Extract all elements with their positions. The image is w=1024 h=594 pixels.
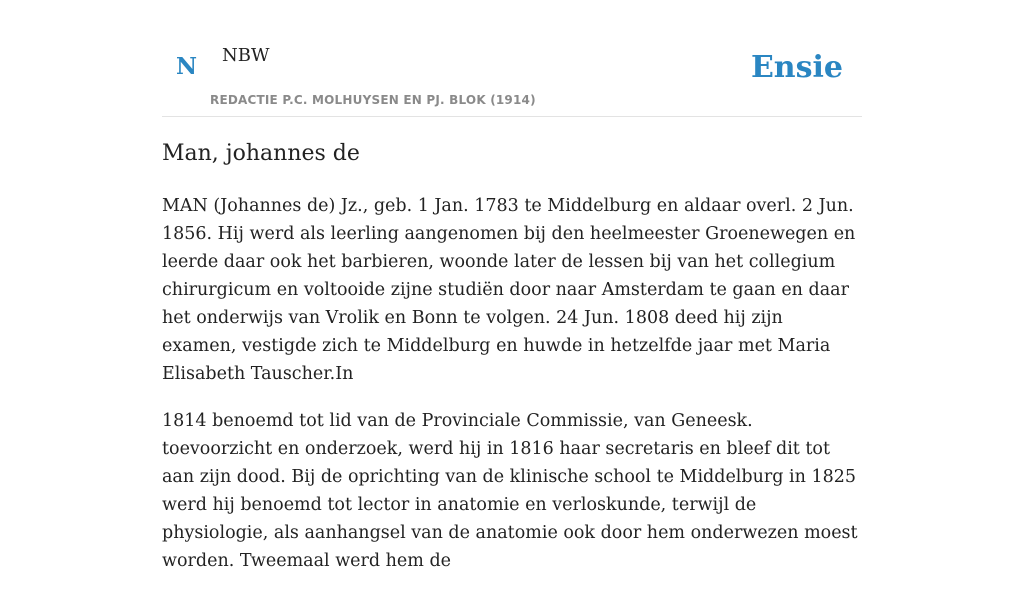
article-title: Man, johannes de	[162, 141, 360, 166]
source-logo[interactable]: N	[176, 53, 198, 80]
source-header	[162, 0, 862, 117]
article-paragraph: 1814 benoemd tot lid van de Provinciale Commissie, van Geneesk. toevoorzicht en onderzoek, werd hij in 1816 haar secretaris en bleef dit tot aan zijn dood. Bij de oprichting van de klinische school te Middelburg in 1825 werd hij benoemd tot lector in anatomie en verloskunde, terwijl de physiologie, als aanhangsel van de anatomie ook door hem onderwezen moest worden. Tweemaal werd hem de	[162, 411, 858, 571]
source-name[interactable]: NBW	[222, 45, 270, 66]
brand-logo[interactable]: Ensie	[750, 50, 843, 85]
article-paragraph: MAN (Johannes de) Jz., geb. 1 Jan. 1783 te Middelburg en aldaar overl. 2 Jun. 1856. Hij werd als leerling aangenomen bij den heelmeester Groenewegen en leerde daar ook het barbieren, woonde later de lessen bij van het collegium chirurgicum en voltooide zijne studiën door naar Amsterdam te gaan en daar het onderwijs van Vrolik en Bonn te volgen. 24 Jun. 1808 deed hij zijn examen, vestigde zich te Middelburg en huwde in hetzelfde jaar met Maria Elisabeth Tauscher.In	[162, 196, 856, 384]
source-subtitle: REDACTIE P.C. MOLHUYSEN EN PJ. BLOK (1914)	[210, 93, 536, 107]
article-body	[162, 192, 862, 594]
